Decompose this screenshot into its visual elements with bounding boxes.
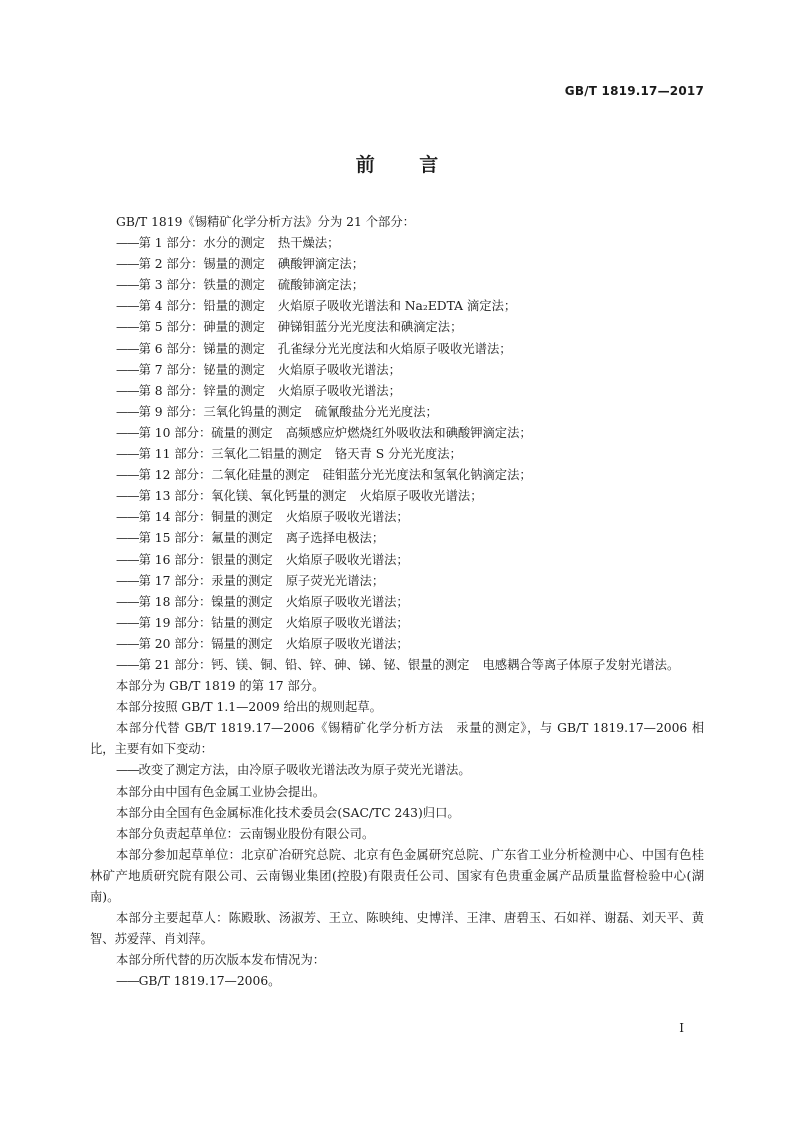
dash-mark: —— xyxy=(116,404,139,419)
part-item xyxy=(90,507,704,528)
part-label: 第 18 部分：镍量的测定 xyxy=(138,594,273,609)
part-label: 第 2 部分：锡量的测定 xyxy=(138,257,265,272)
dash-mark: —— xyxy=(116,236,139,251)
part-method: 高频感应炉燃烧红外吸收法和碘酸钾滴定法； xyxy=(285,425,532,440)
dash-mark: —— xyxy=(116,552,139,567)
drafting-rule: 本部分按照 GB/T 1.1—2009 给出的规则起草。 xyxy=(116,700,382,715)
part-item xyxy=(90,592,704,613)
part-method: 火焰原子吸收光谱法； xyxy=(285,552,409,567)
part-item xyxy=(90,381,704,402)
part-label: 第 13 部分：氧化镁、氧化钙量的测定 xyxy=(138,489,347,504)
part-method: 火焰原子吸收光谱法； xyxy=(359,489,483,504)
part-item xyxy=(90,339,704,360)
change-text: 改变了测定方法，由冷原子吸收光谱法改为原子荧光光谱法。 xyxy=(138,763,471,778)
part-item xyxy=(90,444,704,465)
dash-mark: —— xyxy=(116,447,139,462)
part-label: 第 10 部分：硫量的测定 xyxy=(138,425,273,440)
part-label: 第 8 部分：锌量的测定 xyxy=(138,383,265,398)
part-label: 第 17 部分：汞量的测定 xyxy=(138,573,273,588)
part-label: 第 21 部分：钙、镁、铜、铅、锌、砷、锑、铋、银量的测定 xyxy=(138,657,470,672)
part-method: 火焰原子吸收光谱法； xyxy=(285,636,409,651)
dash-mark: —— xyxy=(116,299,139,314)
part-method: 硅钼蓝分光光度法和氢氧化钠滴定法； xyxy=(322,468,532,483)
part-method: 碘酸钾滴定法； xyxy=(277,257,365,272)
part-method: 硫氰酸盐分光光度法； xyxy=(314,404,438,419)
part-label: 第 7 部分：铋量的测定 xyxy=(138,362,265,377)
part-method: 热干燥法； xyxy=(277,236,340,251)
part-method: 硫酸铈滴定法； xyxy=(277,278,365,293)
part-item xyxy=(90,423,704,444)
part-label: 第 16 部分：银量的测定 xyxy=(138,552,273,567)
dash-mark: —— xyxy=(116,974,139,989)
part-label: 第 9 部分：三氧化钨量的测定 xyxy=(138,404,302,419)
dash-mark: —— xyxy=(116,594,139,609)
dash-mark: —— xyxy=(116,573,139,588)
part-label: 第 11 部分：三氧化二铝量的测定 xyxy=(138,447,322,462)
part-item xyxy=(90,254,704,275)
part-item xyxy=(90,275,704,296)
part-label: 第 15 部分：氟量的测定 xyxy=(138,531,273,546)
part-label: 第 19 部分：钴量的测定 xyxy=(138,615,273,630)
dash-mark: —— xyxy=(116,383,139,398)
part-item xyxy=(90,571,704,592)
dash-mark: —— xyxy=(116,489,139,504)
part-method: 孔雀绿分光光度法和火焰原子吸收光谱法； xyxy=(277,341,512,356)
part-method: 火焰原子吸收光谱法和 Na₂EDTA 滴定法； xyxy=(277,299,517,314)
part-item xyxy=(90,528,704,549)
dash-mark: —— xyxy=(116,468,139,483)
dash-mark: —— xyxy=(116,531,139,546)
part-item xyxy=(90,613,704,634)
part-item xyxy=(90,233,704,254)
part-item xyxy=(90,317,704,338)
dash-mark: —— xyxy=(116,257,139,272)
part-label: 第 12 部分：二氧化硅量的测定 xyxy=(138,468,310,483)
part-label: 第 14 部分：铜量的测定 xyxy=(138,510,273,525)
part-item xyxy=(90,655,704,676)
proposed-by: 本部分由中国有色金属工业协会提出。 xyxy=(116,784,326,799)
dash-mark: —— xyxy=(116,510,139,525)
part-method: 铬天青 S 分光光度法； xyxy=(334,447,462,462)
page-title: 前 言 xyxy=(355,154,439,176)
dash-mark: —— xyxy=(116,341,139,356)
part-item xyxy=(90,550,704,571)
under-committee: 本部分由全国有色金属标准化技术委员会(SAC/TC 243)归口。 xyxy=(116,805,460,820)
part-method: 原子荧光光谱法； xyxy=(285,573,385,588)
dash-mark: —— xyxy=(116,425,139,440)
replaces-paragraph: 本部分代替 GB/T 1819.17—2006《锡精矿化学分析方法 汞量的测定》，与 GB/T 1819.17—2006 相比，主要有如下变动： xyxy=(90,721,704,757)
dash-mark: —— xyxy=(116,320,139,335)
part-label: 第 5 部分：砷量的测定 xyxy=(138,320,265,335)
part-item xyxy=(90,634,704,655)
part-method: 火焰原子吸收光谱法； xyxy=(285,594,409,609)
part-label: 第 4 部分：铅量的测定 xyxy=(138,299,265,314)
part-method: 电感耦合等离子体原子发射光谱法。 xyxy=(482,657,680,672)
part-method: 火焰原子吸收光谱法； xyxy=(277,383,401,398)
part-method: 火焰原子吸收光谱法； xyxy=(285,510,409,525)
part-item xyxy=(90,296,704,317)
dash-mark: —— xyxy=(116,362,139,377)
foreword-body xyxy=(90,212,704,992)
dash-mark: —— xyxy=(116,278,139,293)
parts-list xyxy=(90,233,704,676)
part-label: 第 3 部分：铁量的测定 xyxy=(138,278,265,293)
part-item xyxy=(90,486,704,507)
participating-units: 本部分参加起草单位：北京矿冶研究总院、北京有色金属研究总院、广东省工业分析检测中心、中国有色桂林矿产地质研究院有限公司、云南锡业集团(控股)有限责任公司、国家有色贵重金属产品质量监督检验中心(湖南)。 xyxy=(90,847,704,904)
history-intro: 本部分所代替的历次版本发布情况为： xyxy=(116,953,326,968)
dash-mark: —— xyxy=(116,636,139,651)
part-label: 第 6 部分：锑量的测定 xyxy=(138,341,265,356)
part-label: 第 20 部分：镉量的测定 xyxy=(138,636,273,651)
main-drafters: 本部分主要起草人：陈殿耿、汤淑芳、王立、陈映纯、史博洋、王津、唐碧玉、石如祥、谢磊、刘天平、黄智、苏爱萍、肖刘萍。 xyxy=(90,911,704,947)
dash-mark: —— xyxy=(116,657,139,672)
change-item xyxy=(90,760,704,781)
dash-mark: —— xyxy=(116,763,139,778)
part-item xyxy=(90,360,704,381)
part-method: 砷锑钼蓝分光光度法和碘滴定法； xyxy=(277,320,463,335)
dash-mark: —— xyxy=(116,615,139,630)
part-method: 火焰原子吸收光谱法； xyxy=(285,615,409,630)
standard-number: GB/T 1819.17—2017 xyxy=(564,84,704,98)
responsible-unit: 本部分负责起草单位：云南锡业股份有限公司。 xyxy=(116,826,375,841)
intro-paragraph: GB/T 1819《锡精矿化学分析方法》分为 21 个部分： xyxy=(116,215,415,229)
part-method: 离子选择电极法； xyxy=(285,531,385,546)
page-number: I xyxy=(679,1021,684,1035)
part-label: 第 1 部分：水分的测定 xyxy=(138,236,265,251)
history-text: GB/T 1819.17—2006。 xyxy=(138,974,281,989)
part-statement: 本部分为 GB/T 1819 的第 17 部分。 xyxy=(116,679,325,694)
part-item xyxy=(90,465,704,486)
part-item xyxy=(90,402,704,423)
history-item xyxy=(90,971,704,992)
part-method: 火焰原子吸收光谱法； xyxy=(277,362,401,377)
